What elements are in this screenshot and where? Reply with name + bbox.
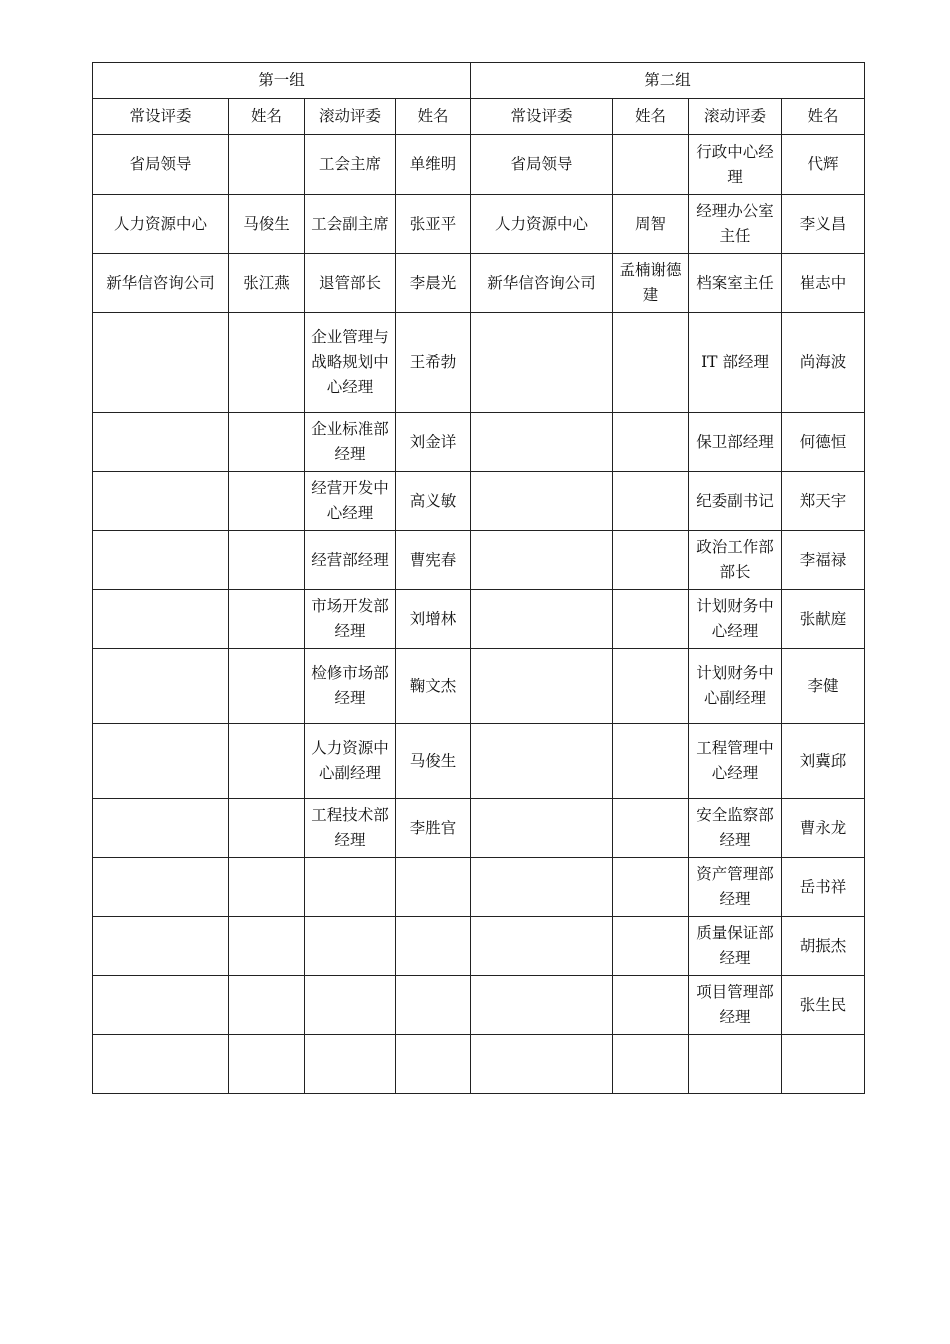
standing-name-cell (229, 531, 305, 590)
standing-name-cell (613, 313, 689, 413)
standing-judge-cell: 省局领导 (471, 135, 613, 195)
rotating-judge-cell (305, 858, 396, 917)
rotating-judge-cell (305, 917, 396, 976)
rotating-judge-cell: 档案室主任 (689, 254, 782, 313)
standing-judge-cell (471, 724, 613, 799)
rotating-judge-cell: 企业标准部经理 (305, 413, 396, 472)
rotating-judge-cell: 质量保证部经理 (689, 917, 782, 976)
rotating-name-cell: 崔志中 (782, 254, 865, 313)
rotating-judge-cell: 工会副主席 (305, 195, 396, 254)
rotating-name-cell (396, 976, 471, 1035)
rotating-name-cell: 马俊生 (396, 724, 471, 799)
table-row (93, 917, 865, 976)
standing-name-cell (613, 1035, 689, 1094)
standing-name-cell (229, 976, 305, 1035)
table-row (93, 590, 865, 649)
standing-judge-cell (471, 649, 613, 724)
table-row (93, 135, 865, 195)
table-row (93, 976, 865, 1035)
standing-judge-cell: 新华信咨询公司 (93, 254, 229, 313)
rotating-name-cell: 刘增林 (396, 590, 471, 649)
rotating-judge-cell (305, 976, 396, 1035)
rotating-name-cell: 胡振杰 (782, 917, 865, 976)
rotating-name-cell: 刘金详 (396, 413, 471, 472)
standing-name-cell: 马俊生 (229, 195, 305, 254)
standing-name-cell (613, 649, 689, 724)
table-row (93, 531, 865, 590)
rotating-name-cell: 李健 (782, 649, 865, 724)
rotating-judge-cell: 项目管理部经理 (689, 976, 782, 1035)
rotating-name-cell: 曹宪春 (396, 531, 471, 590)
rotating-judge-cell: 经营开发中心经理 (305, 472, 396, 531)
rotating-name-cell (396, 917, 471, 976)
standing-name-cell (613, 799, 689, 858)
rotating-name-cell: 高义敏 (396, 472, 471, 531)
header-name: 姓名 (229, 99, 305, 135)
rotating-name-cell: 张生民 (782, 976, 865, 1035)
review-committee-table (92, 62, 865, 1094)
standing-judge-cell: 人力资源中心 (471, 195, 613, 254)
rotating-name-cell: 郑天宇 (782, 472, 865, 531)
rotating-name-cell: 代辉 (782, 135, 865, 195)
rotating-judge-cell: 保卫部经理 (689, 413, 782, 472)
rotating-judge-cell (305, 1035, 396, 1094)
header-name: 姓名 (613, 99, 689, 135)
table-row (93, 313, 865, 413)
standing-name-cell (613, 135, 689, 195)
rotating-name-cell: 李义昌 (782, 195, 865, 254)
standing-judge-cell (93, 799, 229, 858)
rotating-name-cell: 刘冀邱 (782, 724, 865, 799)
header-standing-judge: 常设评委 (471, 99, 613, 135)
standing-judge-cell (93, 1035, 229, 1094)
rotating-name-cell: 岳书祥 (782, 858, 865, 917)
rotating-judge-cell: 计划财务中心经理 (689, 590, 782, 649)
standing-name-cell (229, 649, 305, 724)
standing-judge-cell (471, 413, 613, 472)
standing-judge-cell: 人力资源中心 (93, 195, 229, 254)
standing-name-cell (229, 135, 305, 195)
rotating-judge-cell: 计划财务中心副经理 (689, 649, 782, 724)
standing-name-cell (229, 413, 305, 472)
standing-name-cell: 张江燕 (229, 254, 305, 313)
table-row (93, 649, 865, 724)
rotating-name-cell: 张亚平 (396, 195, 471, 254)
column-header-row (93, 99, 865, 135)
standing-judge-cell (93, 724, 229, 799)
standing-name-cell (229, 724, 305, 799)
rotating-judge-cell: 政治工作部部长 (689, 531, 782, 590)
rotating-name-cell (782, 1035, 865, 1094)
group-header-row (93, 63, 865, 99)
standing-judge-cell (93, 858, 229, 917)
rotating-name-cell: 曹永龙 (782, 799, 865, 858)
rotating-judge-cell: 工程管理中心经理 (689, 724, 782, 799)
rotating-name-cell: 鞠文杰 (396, 649, 471, 724)
standing-judge-cell (93, 649, 229, 724)
rotating-judge-cell (689, 1035, 782, 1094)
rotating-name-cell: 李胜官 (396, 799, 471, 858)
standing-judge-cell (471, 531, 613, 590)
standing-name-cell (613, 858, 689, 917)
rotating-judge-cell: 退管部长 (305, 254, 396, 313)
rotating-judge-cell: 经理办公室主任 (689, 195, 782, 254)
table-row (93, 1035, 865, 1094)
rotating-judge-cell: 纪委副书记 (689, 472, 782, 531)
standing-judge-cell (93, 472, 229, 531)
standing-name-cell (613, 590, 689, 649)
rotating-name-cell: 尚海波 (782, 313, 865, 413)
rotating-judge-cell: 行政中心经理 (689, 135, 782, 195)
header-rotating-judge: 滚动评委 (305, 99, 396, 135)
rotating-name-cell: 张献庭 (782, 590, 865, 649)
standing-name-cell (229, 799, 305, 858)
standing-name-cell (229, 858, 305, 917)
standing-judge-cell (471, 858, 613, 917)
standing-name-cell: 周智 (613, 195, 689, 254)
standing-judge-cell (93, 590, 229, 649)
standing-name-cell (613, 413, 689, 472)
rotating-judge-cell: 市场开发部经理 (305, 590, 396, 649)
rotating-name-cell (396, 1035, 471, 1094)
standing-judge-cell (471, 1035, 613, 1094)
table-row (93, 724, 865, 799)
standing-name-cell: 孟楠谢德建 (613, 254, 689, 313)
standing-judge-cell (93, 976, 229, 1035)
standing-name-cell (613, 472, 689, 531)
standing-judge-cell (93, 531, 229, 590)
table-row (93, 472, 865, 531)
standing-judge-cell (471, 472, 613, 531)
rotating-judge-cell: 企业管理与战略规划中心经理 (305, 313, 396, 413)
rotating-judge-cell: 安全监察部经理 (689, 799, 782, 858)
standing-judge-cell (471, 976, 613, 1035)
standing-judge-cell (471, 313, 613, 413)
rotating-name-cell: 李晨光 (396, 254, 471, 313)
table-row (93, 413, 865, 472)
group2-title: 第二组 (471, 63, 865, 99)
standing-judge-cell (93, 413, 229, 472)
header-name: 姓名 (782, 99, 865, 135)
table-row (93, 858, 865, 917)
table-row (93, 195, 865, 254)
rotating-judge-cell: 工程技术部经理 (305, 799, 396, 858)
rotating-judge-cell: 人力资源中心副经理 (305, 724, 396, 799)
header-rotating-judge: 滚动评委 (689, 99, 782, 135)
standing-judge-cell (471, 590, 613, 649)
standing-judge-cell (471, 917, 613, 976)
standing-name-cell (613, 917, 689, 976)
standing-name-cell (229, 590, 305, 649)
rotating-name-cell: 何德恒 (782, 413, 865, 472)
rotating-judge-cell: 检修市场部经理 (305, 649, 396, 724)
table-row (93, 254, 865, 313)
standing-judge-cell (93, 313, 229, 413)
standing-judge-cell: 省局领导 (93, 135, 229, 195)
rotating-judge-cell: 经营部经理 (305, 531, 396, 590)
standing-name-cell (613, 724, 689, 799)
standing-judge-cell: 新华信咨询公司 (471, 254, 613, 313)
standing-name-cell (229, 313, 305, 413)
standing-judge-cell (471, 799, 613, 858)
header-name: 姓名 (396, 99, 471, 135)
header-standing-judge: 常设评委 (93, 99, 229, 135)
standing-judge-cell (93, 917, 229, 976)
rotating-name-cell: 李福禄 (782, 531, 865, 590)
standing-name-cell (229, 472, 305, 531)
standing-name-cell (229, 917, 305, 976)
rotating-judge-cell: 资产管理部经理 (689, 858, 782, 917)
standing-name-cell (229, 1035, 305, 1094)
standing-name-cell (613, 531, 689, 590)
rotating-judge-cell: 工会主席 (305, 135, 396, 195)
rotating-name-cell: 王希勃 (396, 313, 471, 413)
standing-name-cell (613, 976, 689, 1035)
table-row (93, 799, 865, 858)
rotating-name-cell: 单维明 (396, 135, 471, 195)
rotating-judge-cell: IT 部经理 (689, 313, 782, 413)
rotating-name-cell (396, 858, 471, 917)
group1-title: 第一组 (93, 63, 471, 99)
